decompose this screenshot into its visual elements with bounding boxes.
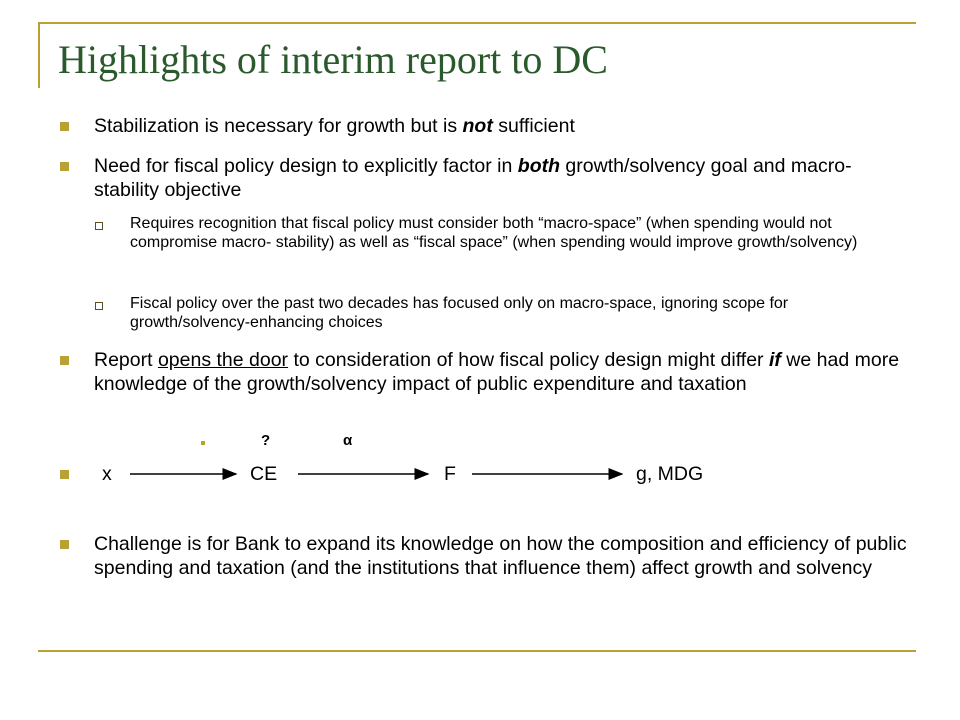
- text-run-normal: Stabilization is necessary for growth but is: [94, 115, 463, 137]
- flow-node-ce: CE: [250, 463, 278, 485]
- text-run-normal: to consideration of how fiscal policy design might differ: [288, 349, 769, 371]
- slide-title: Highlights of interim report to DC: [58, 37, 608, 82]
- flow-node-f: F: [444, 463, 456, 485]
- text-run-normal: sufficient: [492, 115, 575, 137]
- text-run-normal: we had more knowledge of the growth/solvency impact of public expenditure and taxation: [94, 349, 900, 395]
- text-run-bold-italic: if: [768, 349, 781, 371]
- flow-node-x: x: [102, 463, 112, 485]
- flow-node-g-mdg: g, MDG: [636, 463, 704, 485]
- text-run-normal: Need for fiscal policy design to explicitly factor in: [94, 155, 518, 177]
- alpha-symbol: α: [343, 432, 353, 449]
- bullet-challenge: Challenge is for Bank to expand its knowledge on how the composition and efficiency of public spending and taxation (and the institutions that influence them) affect growth and solvency: [94, 533, 907, 579]
- text-run-underline: opens the door: [157, 349, 289, 371]
- subbullet-past-decades: Fiscal policy over the past two decades has focused only on macro-space, ignoring scope for growth/solvency-enhancing choices: [130, 295, 789, 331]
- text-run-bold-italic: both: [517, 155, 561, 177]
- question-symbol: ?: [261, 432, 271, 449]
- subbullet-macro-space: Requires recognition that fiscal policy must consider both “macro-space” (when spending would not compromise macro- stability) as well as “fiscal space” (when spending would improve growth/solvency): [130, 215, 858, 251]
- text-run-normal: growth/solvency goal and macro-stability objective: [94, 155, 852, 201]
- bullet-marker: [60, 540, 69, 549]
- text-run-normal: Report: [94, 349, 158, 371]
- bottom-rule: [38, 650, 916, 652]
- text-run-bold-italic: not: [462, 115, 493, 137]
